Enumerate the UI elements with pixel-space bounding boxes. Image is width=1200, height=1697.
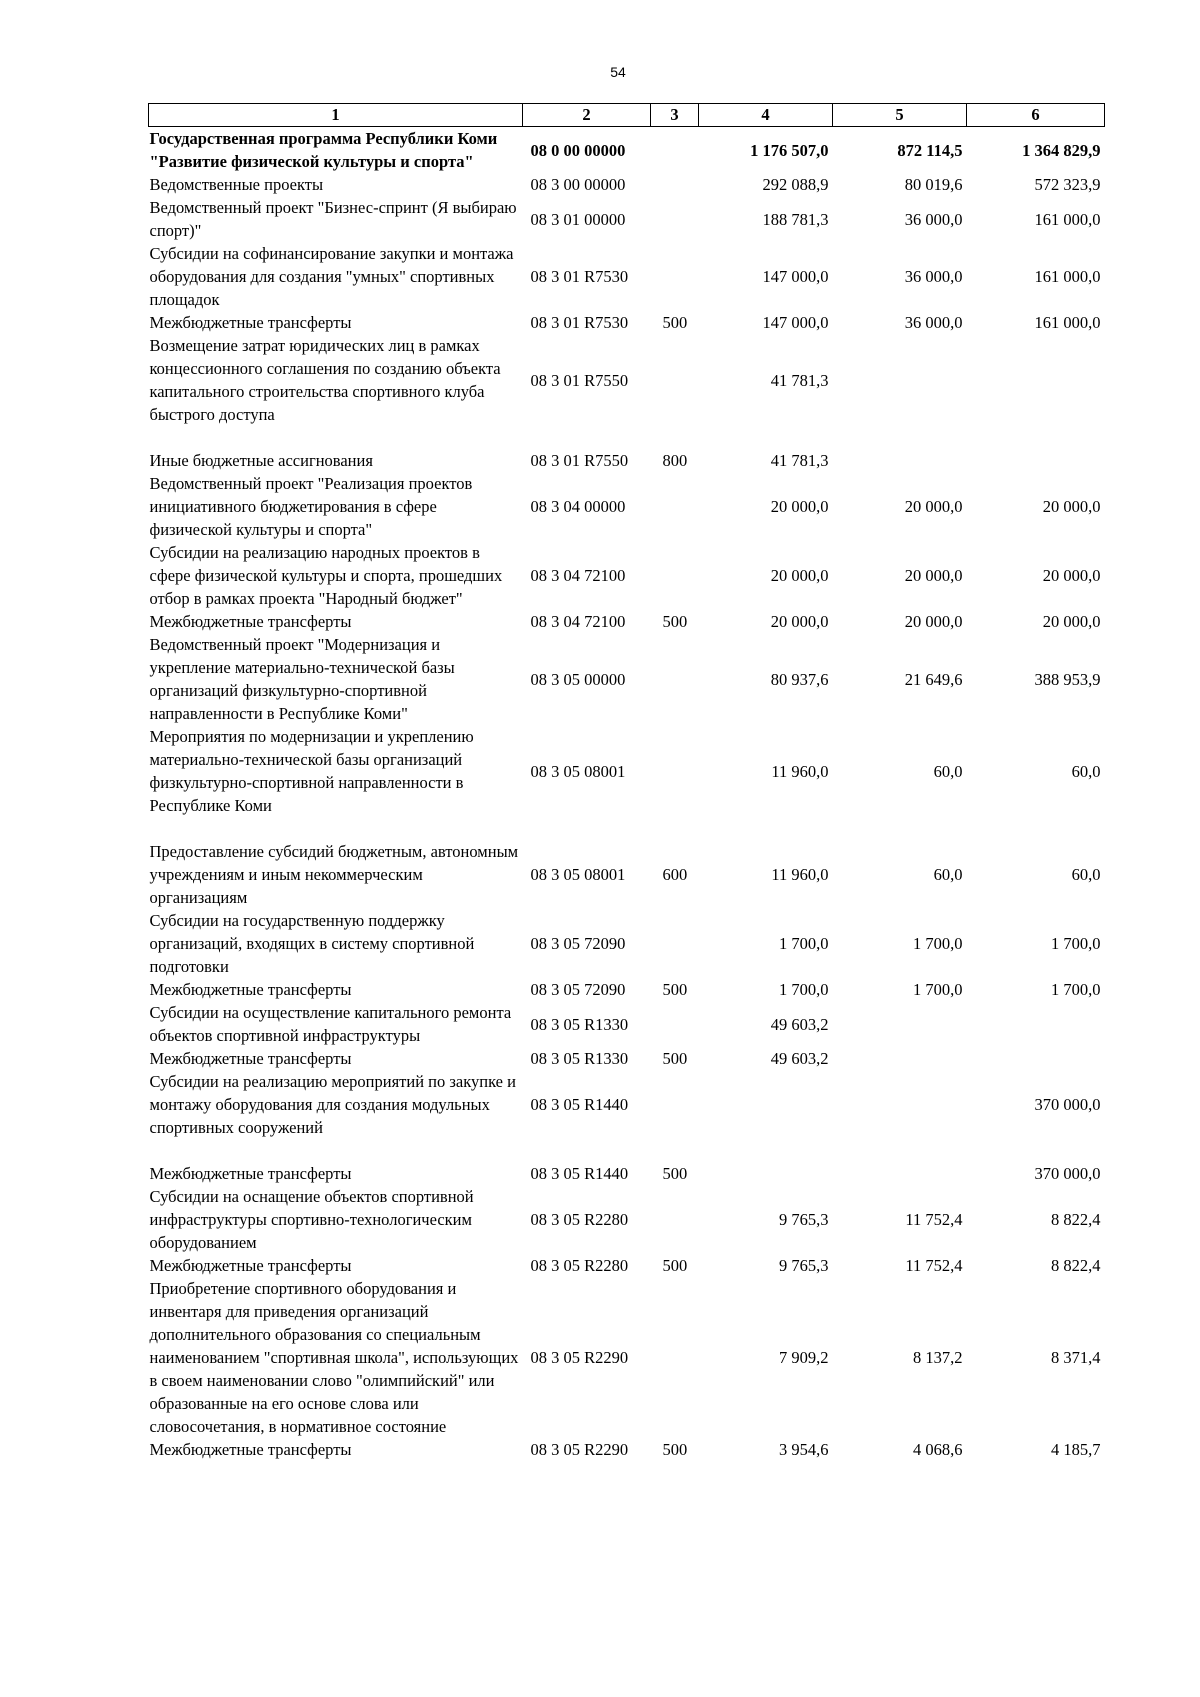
- row-value-col6-cell: 20 000,0: [1042, 497, 1101, 516]
- row-name-cell: Межбюджетные трансферты: [149, 313, 352, 332]
- table-row: [149, 449, 1105, 472]
- row-value-col6-cell: 8 371,4: [1051, 1348, 1101, 1367]
- row-value-col4-cell: 147 000,0: [762, 267, 829, 286]
- table-row: [149, 541, 1105, 610]
- column-header-2: 2: [523, 104, 651, 127]
- row-value-col4-cell: 11 960,0: [771, 761, 829, 781]
- row-value-col6-cell: 20 000,0: [1042, 566, 1101, 585]
- row-value-col5-cell: 11 752,4: [905, 1256, 963, 1275]
- row-value-col6-cell: 1 700,0: [1051, 934, 1101, 953]
- row-value-col4-cell: 20 000,0: [770, 612, 829, 631]
- row-value-col6-cell: 60,0: [1071, 761, 1101, 781]
- row-value-col4-cell: 20 000,0: [770, 566, 829, 585]
- column-header-1: 1: [149, 104, 523, 127]
- row-value-col4-cell: 1 700,0: [779, 934, 829, 953]
- row-value-col4-cell: 7 909,2: [779, 1348, 829, 1367]
- row-code-cell: 08 3 05 08001: [530, 761, 626, 781]
- row-expense-type-cell: 500: [662, 612, 688, 631]
- row-value-col5-cell: 20 000,0: [904, 497, 963, 516]
- row-name-cell: Межбюджетные трансферты: [149, 1049, 352, 1068]
- row-value-col6-cell: [967, 1001, 1105, 1047]
- row-value-col6-cell: [967, 449, 1105, 472]
- row-code-cell: 08 3 05 72090: [530, 980, 626, 999]
- row-expense-type-cell: [651, 909, 699, 978]
- table-row: [149, 1277, 1105, 1438]
- row-code-cell: 08 3 00 00000: [530, 175, 626, 194]
- row-expense-type-cell: 500: [662, 1049, 688, 1068]
- row-code-cell: 08 3 05 08001: [530, 865, 626, 884]
- row-value-col5-cell: 36 000,0: [904, 267, 963, 286]
- row-name-cell: Субсидии на осуществление капитального ремонта объектов спортивной инфраструктуры: [149, 1003, 512, 1045]
- column-header-5: 5: [833, 104, 967, 127]
- row-name-cell: Межбюджетные трансферты: [149, 612, 352, 631]
- row-value-col4-cell: 41 781,3: [770, 451, 829, 470]
- row-code-cell: 08 3 05 R1440: [530, 1095, 629, 1114]
- row-code-cell: 08 3 05 R2290: [530, 1348, 629, 1367]
- row-code-cell: 08 3 05 R2290: [530, 1440, 629, 1459]
- row-code-cell: 08 3 04 72100: [530, 566, 626, 585]
- table-row: [149, 311, 1105, 334]
- table-row: [149, 127, 1105, 174]
- row-code-cell: 08 3 01 R7530: [530, 267, 629, 286]
- row-value-col4-cell: 49 603,2: [770, 1014, 829, 1034]
- row-value-col5-cell: 60,0: [933, 761, 963, 781]
- table-row: [149, 1162, 1105, 1185]
- row-expense-type-cell: [651, 1185, 699, 1254]
- table-row: [149, 633, 1105, 725]
- table-row: [149, 1254, 1105, 1277]
- row-code-cell: 08 3 05 R1330: [530, 1049, 629, 1068]
- row-code-cell: 08 3 01 R7530: [530, 313, 629, 332]
- row-name-cell: Субсидии на государственную поддержку организаций, входящих в систему спортивной подготовки: [149, 911, 475, 976]
- row-value-col5-cell: 36 000,0: [904, 209, 963, 229]
- row-value-col4-cell: 3 954,6: [779, 1440, 829, 1459]
- row-code-cell: 08 3 05 00000: [530, 669, 626, 689]
- row-value-col5-cell: 80 019,6: [904, 175, 963, 194]
- row-value-col6-cell: 60,0: [1071, 865, 1101, 884]
- row-expense-type-cell: 500: [662, 980, 688, 999]
- row-value-col5-cell: [833, 1047, 967, 1070]
- row-value-col5-cell: [833, 1001, 967, 1047]
- row-value-col6-cell: 572 323,9: [1034, 175, 1101, 194]
- row-value-col6-cell: [967, 1047, 1105, 1070]
- row-name-cell: Государственная программа Республики Коми "Развитие физической культуры и спорта": [149, 129, 498, 171]
- row-expense-type-cell: [651, 1001, 699, 1047]
- row-expense-type-cell: [651, 127, 699, 174]
- row-code-cell: 08 3 05 R1330: [530, 1014, 629, 1034]
- row-name-cell: Межбюджетные трансферты: [149, 1256, 352, 1275]
- row-value-col6-cell: [967, 334, 1105, 449]
- row-name-cell: Предоставление субсидий бюджетным, автономным учреждениям и иным некоммерческим организациям: [149, 842, 519, 907]
- row-value-col4-cell: 9 765,3: [779, 1256, 829, 1275]
- row-expense-type-cell: [651, 1277, 699, 1438]
- row-value-col4-cell: 9 765,3: [779, 1210, 829, 1229]
- row-value-col5-cell: [833, 334, 967, 449]
- row-value-col4-cell: [699, 1162, 833, 1185]
- row-value-col5-cell: 4 068,6: [913, 1440, 963, 1459]
- row-name-cell: Межбюджетные трансферты: [149, 1440, 352, 1459]
- page-number: 54: [610, 64, 626, 80]
- row-value-col4-cell: 41 781,3: [770, 370, 829, 390]
- row-code-cell: 08 0 00 00000: [530, 140, 626, 160]
- table-row: [149, 472, 1105, 541]
- row-value-col5-cell: 1 700,0: [913, 980, 963, 999]
- row-value-col6-cell: 370 000,0: [1034, 1095, 1101, 1114]
- row-value-col6-cell: 161 000,0: [1034, 209, 1101, 229]
- row-value-col4-cell: 11 960,0: [771, 865, 829, 884]
- row-value-col4-cell: 147 000,0: [762, 313, 829, 332]
- row-name-cell: Ведомственный проект "Реализация проектов инициативного бюджетирования в сфере физической культуры и спорта": [149, 474, 473, 539]
- row-value-col4-cell: 20 000,0: [770, 497, 829, 516]
- row-name-cell: Приобретение спортивного оборудования и инвентаря для приведения организаций дополнительного образования со специальным наименованием "спортивная школа", использующих в своем наименовании слово "олимпийский" или образованные на его основе слова или словосочетания, в нормативное состояние: [149, 1279, 519, 1436]
- row-value-col5-cell: 8 137,2: [913, 1348, 963, 1367]
- table-row: [149, 978, 1105, 1001]
- row-name-cell: Межбюджетные трансферты: [149, 980, 352, 999]
- row-value-col5-cell: 20 000,0: [904, 566, 963, 585]
- table-body: [149, 127, 1105, 1462]
- table-row: [149, 1438, 1105, 1461]
- row-name-cell: Ведомственный проект "Модернизация и укрепление материально-технической базы организаций физкультурно-спортивной направленности в Республике Коми": [149, 635, 455, 723]
- row-code-cell: 08 3 04 72100: [530, 612, 626, 631]
- row-value-col5-cell: 11 752,4: [905, 1210, 963, 1229]
- row-code-cell: 08 3 04 00000: [530, 497, 626, 516]
- row-value-col5-cell: 20 000,0: [904, 612, 963, 631]
- row-expense-type-cell: [651, 1070, 699, 1162]
- row-value-col4-cell: 188 781,3: [762, 209, 829, 229]
- table-row: [149, 725, 1105, 840]
- row-value-col5-cell: 60,0: [933, 865, 963, 884]
- column-header-3: 3: [651, 104, 699, 127]
- row-value-col4-cell: 1 176 507,0: [750, 140, 829, 160]
- row-expense-type-cell: [651, 472, 699, 541]
- row-value-col4-cell: 292 088,9: [762, 175, 829, 194]
- row-value-col6-cell: 1 364 829,9: [1022, 140, 1101, 160]
- row-value-col6-cell: 8 822,4: [1051, 1256, 1101, 1275]
- row-name-cell: Иные бюджетные ассигнования: [149, 451, 373, 470]
- row-expense-type-cell: 500: [662, 313, 688, 332]
- column-header-4: 4: [699, 104, 833, 127]
- table-row: [149, 196, 1105, 242]
- row-value-col6-cell: 161 000,0: [1034, 313, 1101, 332]
- row-expense-type-cell: [651, 633, 699, 725]
- budget-table: [148, 103, 1105, 1461]
- row-value-col5-cell: [833, 1070, 967, 1162]
- row-code-cell: 08 3 05 R2280: [530, 1210, 629, 1229]
- table-row: [149, 1047, 1105, 1070]
- table-row: [149, 173, 1105, 196]
- row-name-cell: Ведомственный проект "Бизнес-спринт (Я выбираю спорт)": [149, 198, 517, 240]
- row-value-col5-cell: 21 649,6: [904, 669, 963, 689]
- column-header-6: 6: [967, 104, 1105, 127]
- row-value-col5-cell: 1 700,0: [913, 934, 963, 953]
- row-value-col6-cell: 8 822,4: [1051, 1210, 1101, 1229]
- row-expense-type-cell: [651, 173, 699, 196]
- row-code-cell: 08 3 05 R1440: [530, 1164, 629, 1183]
- row-value-col5-cell: 36 000,0: [904, 313, 963, 332]
- row-code-cell: 08 3 05 R2280: [530, 1256, 629, 1275]
- table-row: [149, 1001, 1105, 1047]
- row-name-cell: Мероприятия по модернизации и укреплению материально-технической базы организаций физкультурно-спортивной направленности в Республике Коми: [149, 727, 474, 815]
- table-header-row: [149, 104, 1105, 127]
- row-expense-type-cell: [651, 196, 699, 242]
- row-name-cell: Субсидии на реализацию народных проектов в сфере физической культуры и спорта, прошедших отбор в рамках проекта "Народный бюджет": [149, 543, 503, 608]
- row-expense-type-cell: 500: [662, 1440, 688, 1459]
- table-row: [149, 334, 1105, 449]
- row-code-cell: 08 3 01 R7550: [530, 451, 629, 470]
- row-expense-type-cell: 500: [662, 1256, 688, 1275]
- row-value-col4-cell: 80 937,6: [770, 669, 829, 689]
- row-expense-type-cell: 500: [662, 1164, 688, 1183]
- row-expense-type-cell: [651, 541, 699, 610]
- row-code-cell: 08 3 01 R7550: [530, 370, 629, 390]
- row-value-col5-cell: 872 114,5: [897, 140, 963, 160]
- table-row: [149, 909, 1105, 978]
- table-row: [149, 840, 1105, 909]
- row-expense-type-cell: [651, 334, 699, 449]
- row-name-cell: Субсидии на оснащение объектов спортивной инфраструктуры спортивно-технологическим оборудованием: [149, 1187, 474, 1252]
- row-value-col6-cell: 4 185,7: [1051, 1440, 1101, 1459]
- row-value-col6-cell: 161 000,0: [1034, 267, 1101, 286]
- row-value-col5-cell: [833, 449, 967, 472]
- row-code-cell: 08 3 05 72090: [530, 934, 626, 953]
- row-name-cell: Субсидии на софинансирование закупки и монтажа оборудования для создания "умных" спортивных площадок: [149, 244, 514, 309]
- row-name-cell: Субсидии на реализацию мероприятий по закупке и монтажу оборудования для создания модульных спортивных сооружений: [149, 1072, 516, 1137]
- row-value-col5-cell: [833, 1162, 967, 1185]
- row-name-cell: Ведомственные проекты: [149, 175, 324, 194]
- row-value-col4-cell: [699, 1070, 833, 1162]
- row-value-col6-cell: 388 953,9: [1034, 669, 1101, 689]
- row-value-col4-cell: 49 603,2: [770, 1049, 829, 1068]
- row-code-cell: 08 3 01 00000: [530, 209, 626, 229]
- row-value-col6-cell: 1 700,0: [1051, 980, 1101, 999]
- table-row: [149, 1185, 1105, 1254]
- table-row: [149, 1070, 1105, 1162]
- row-value-col4-cell: 1 700,0: [779, 980, 829, 999]
- table-row: [149, 610, 1105, 633]
- row-name-cell: Межбюджетные трансферты: [149, 1164, 352, 1183]
- table-row: [149, 242, 1105, 311]
- row-expense-type-cell: [651, 242, 699, 311]
- row-value-col6-cell: 20 000,0: [1042, 612, 1101, 631]
- row-name-cell: Возмещение затрат юридических лиц в рамках концессионного соглашения по созданию объекта капитального строительства спортивного клуба быстрого доступа: [149, 336, 501, 424]
- row-expense-type-cell: [651, 725, 699, 840]
- row-value-col6-cell: 370 000,0: [1034, 1164, 1101, 1183]
- row-expense-type-cell: 600: [662, 865, 688, 884]
- row-expense-type-cell: 800: [662, 451, 688, 470]
